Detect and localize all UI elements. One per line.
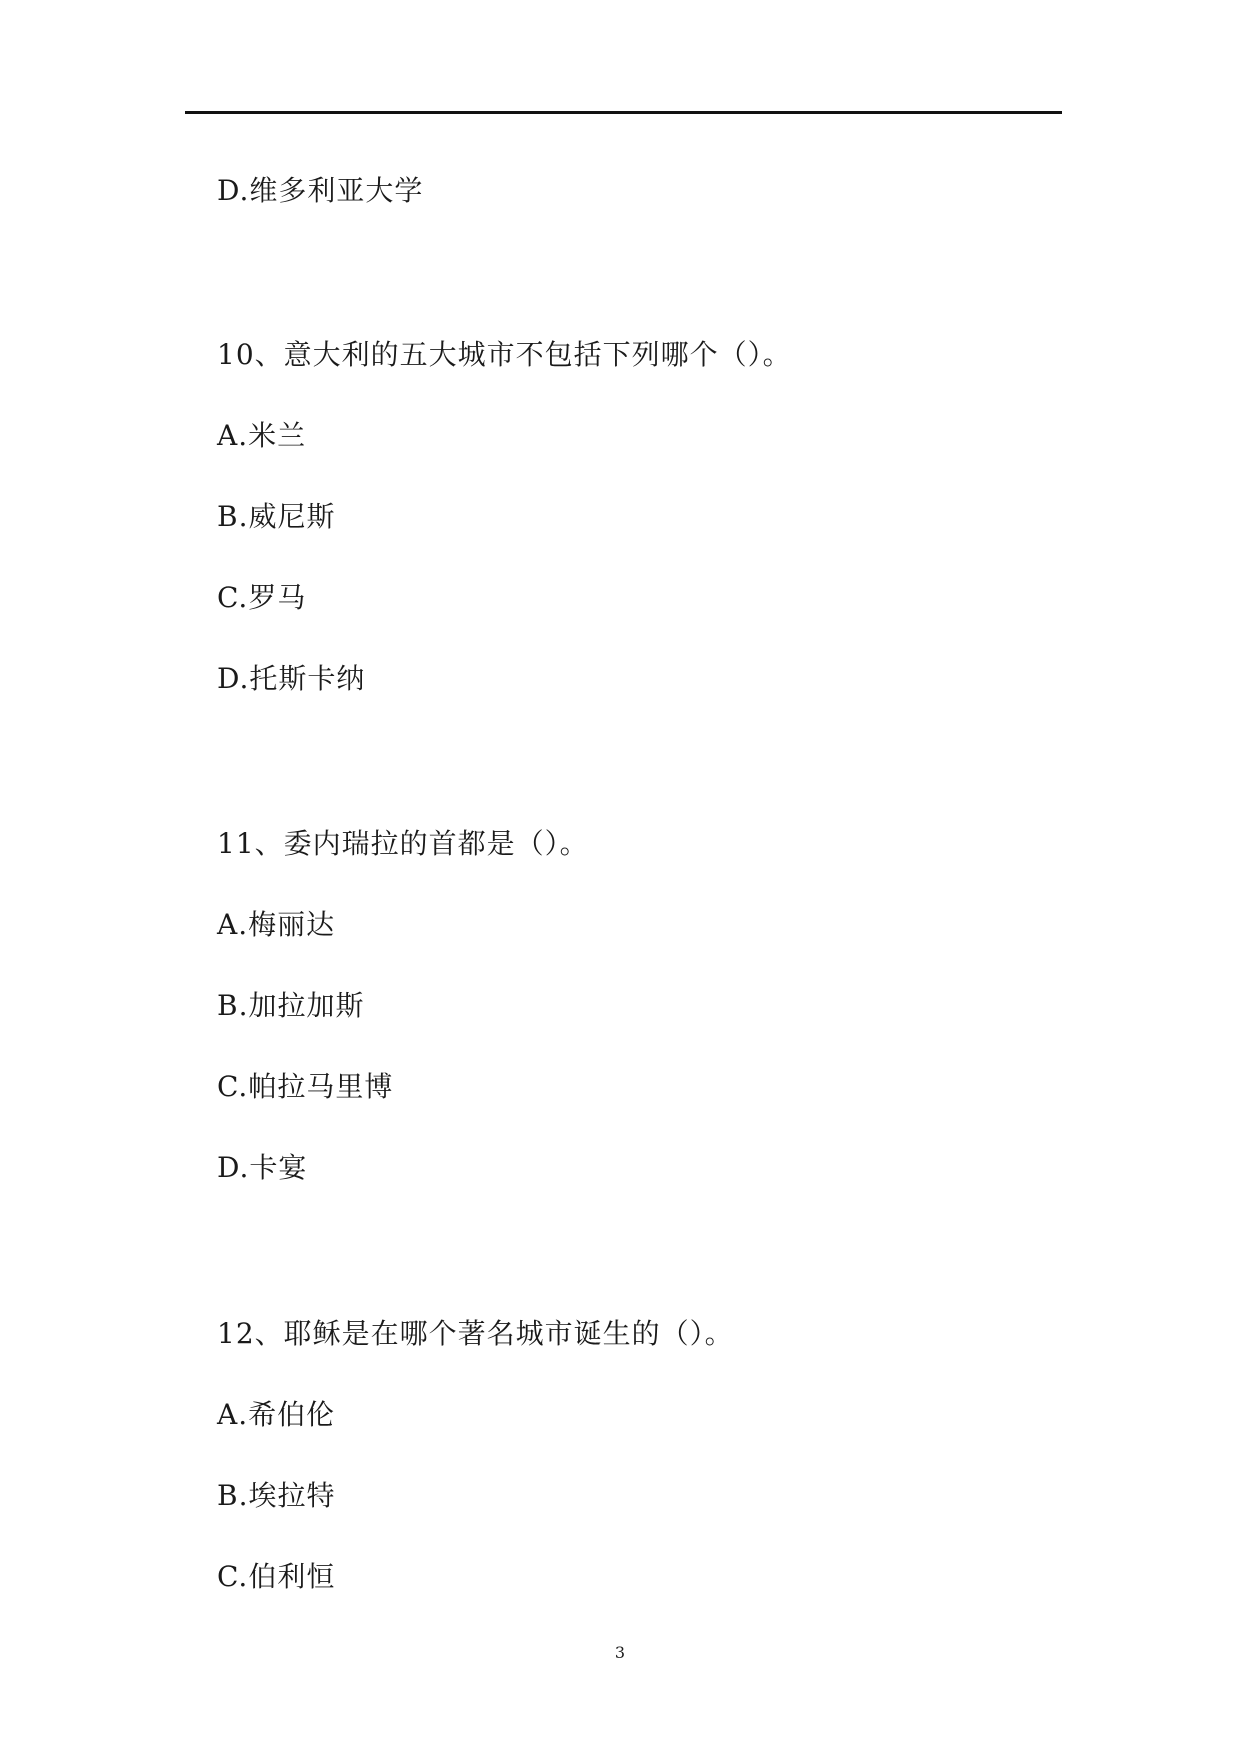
option-d: D.维多利亚大学: [217, 174, 424, 207]
question-11-option-b: B.加拉加斯: [217, 989, 365, 1022]
header-rule: [185, 111, 1062, 114]
page-number: 3: [614, 1643, 626, 1662]
question-10-option-c: C.罗马: [217, 581, 307, 614]
question-11-option-a: A.梅丽达: [217, 908, 336, 941]
question-10-option-a: A.米兰: [217, 419, 307, 452]
question-11: 11、委内瑞拉的首都是（）。: [217, 827, 589, 860]
question-12-option-a: A.希伯伦: [217, 1398, 336, 1431]
question-11-option-d: D.卡宴: [217, 1151, 308, 1184]
question-12-option-b: B.埃拉特: [217, 1479, 336, 1512]
question-11-option-c: C.帕拉马里博: [217, 1070, 394, 1103]
question-10: 10、意大利的五大城市不包括下列哪个（）。: [217, 338, 792, 371]
question-12: 12、耶稣是在哪个著名城市诞生的（）。: [217, 1317, 734, 1350]
question-10-option-d: D.托斯卡纳: [217, 662, 366, 695]
question-12-option-c: C.伯利恒: [217, 1560, 336, 1593]
question-10-option-b: B.威尼斯: [217, 500, 336, 533]
